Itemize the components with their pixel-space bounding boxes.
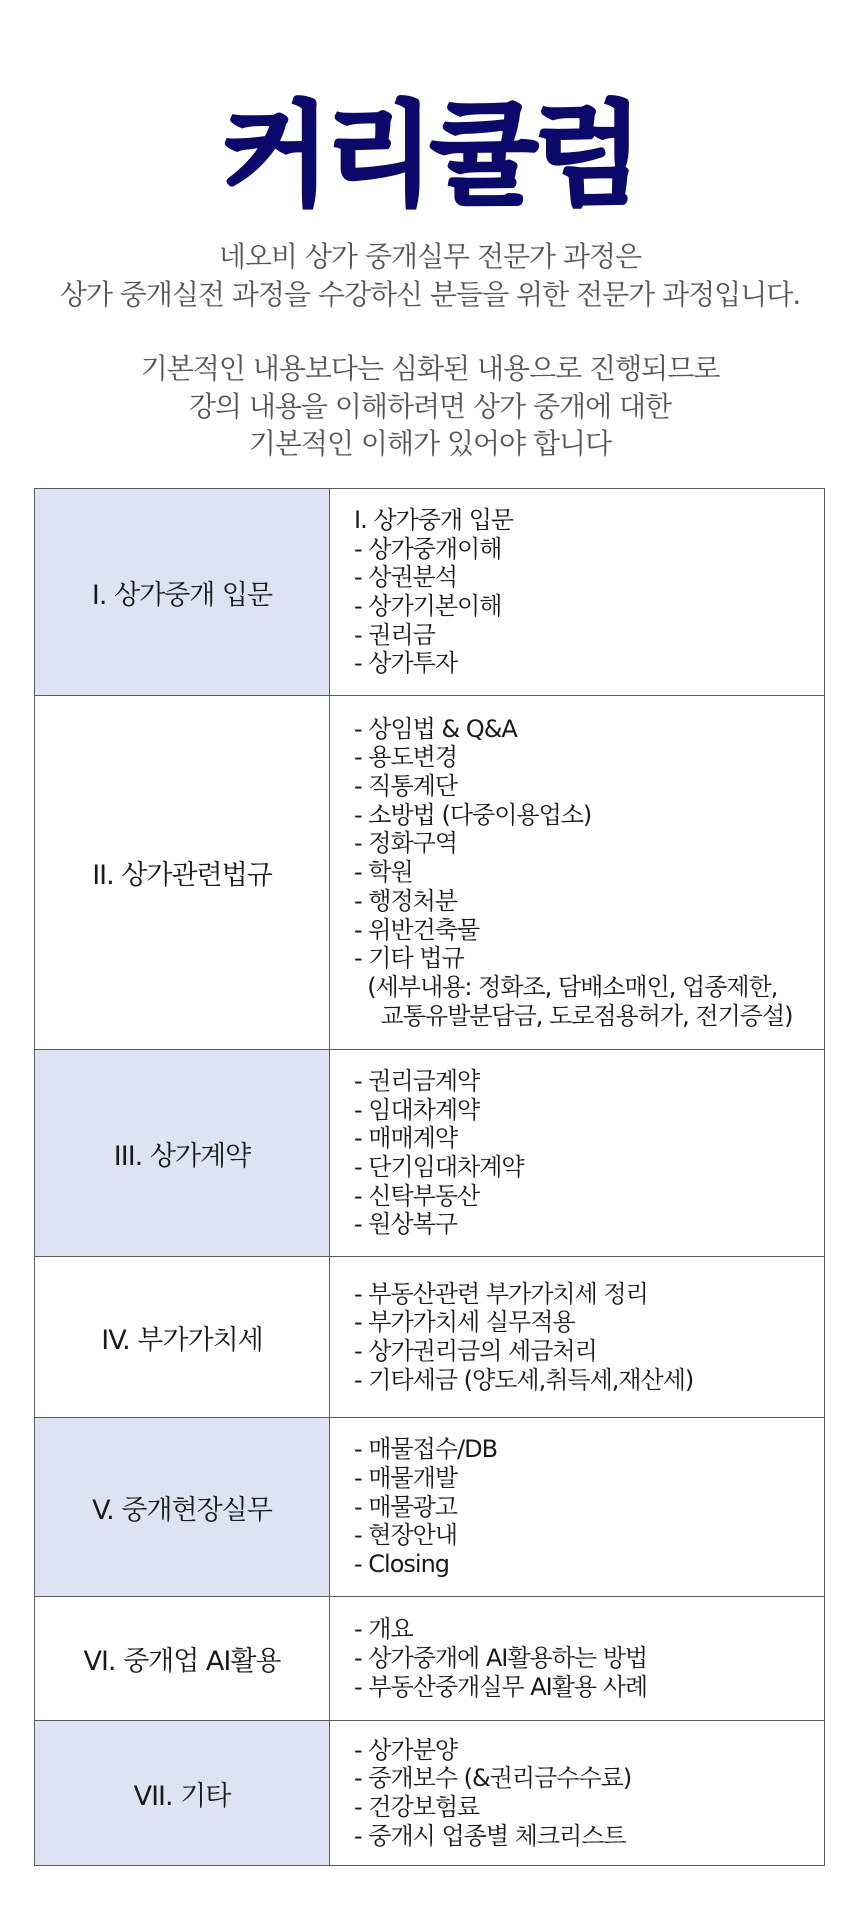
- topic-item: - 부동산중개실무 AI활용 사례: [354, 1672, 648, 1701]
- chapter-title: VI. 중개업 AI활용: [35, 1597, 330, 1721]
- topic-item: - 소방법 (다중이용업소): [354, 800, 592, 829]
- chapter-title: II. 상가관련법규: [35, 696, 330, 1050]
- topic-item: - 학원: [354, 858, 413, 887]
- intro-line: 강의 내용을 이해하려면 상가 중개에 대한: [188, 389, 672, 423]
- topic-item: - 행정처분: [354, 886, 458, 915]
- topic-item: - 중개시 업종별 체크리스트: [354, 1821, 626, 1850]
- topic-item: - 신탁부동산: [354, 1181, 480, 1210]
- chapter-title: VII. 기타: [35, 1721, 330, 1866]
- topic-item: - 상가기본이해: [354, 592, 502, 620]
- topic-item: I. 상가중개 입문: [354, 505, 514, 534]
- topic-item: - 상권분석: [354, 563, 458, 592]
- topic-item: - 권리금: [354, 620, 435, 649]
- topic-item: - 위반건축물: [354, 915, 480, 944]
- topic-list: [330, 1257, 825, 1418]
- topic-item: - 단기임대차계약: [354, 1153, 524, 1181]
- topic-item: - 매물접수/DB: [354, 1435, 498, 1464]
- topic-item: - 매매계약: [354, 1124, 458, 1153]
- topic-item: - Closing: [354, 1550, 450, 1579]
- topic-item: - 상가권리금의 세금처리: [354, 1337, 597, 1365]
- topic-item: - 매물개발: [354, 1463, 458, 1492]
- topic-item: - 개요: [354, 1615, 413, 1644]
- intro-line: 기본적인 내용보다는 심화된 내용으로 진행되므로: [140, 352, 720, 385]
- topic-list: [330, 1418, 825, 1597]
- intro-text: [0, 238, 860, 463]
- module-row: [35, 1418, 825, 1597]
- topic-item: - 상가중개에 AI활용하는 방법: [354, 1644, 648, 1673]
- topic-item: - 원상복구: [354, 1210, 458, 1239]
- topic-list: [330, 1050, 825, 1257]
- chapter-title: IV. 부가가치세: [35, 1257, 330, 1418]
- topic-item: - 상임법 & Q&A: [354, 714, 517, 743]
- topic-item: - 직통계단: [354, 772, 458, 801]
- topic-item: - 용도변경: [354, 743, 458, 772]
- intro-line: 기본적인 이해가 있어야 합니다: [248, 427, 612, 460]
- topic-list: [330, 696, 825, 1050]
- chapter-title: III. 상가계약: [35, 1050, 330, 1257]
- topic-item: - 건강보험료: [354, 1793, 480, 1821]
- topic-item: - 상가분양: [354, 1735, 458, 1764]
- topic-item: 교통유발분담금, 도로점용허가, 전기증설): [354, 1001, 793, 1030]
- module-row: [35, 1721, 825, 1866]
- module-row: [35, 489, 825, 696]
- page-title: 커리큘럼: [221, 91, 639, 221]
- topic-item: - 임대차계약: [354, 1095, 480, 1124]
- topic-item: - 상가중개이해: [354, 534, 502, 563]
- chapter-title: V. 중개현장실무: [35, 1418, 330, 1597]
- topic-item: - 권리금계약: [354, 1066, 480, 1095]
- topic-item: - 매물광고: [354, 1492, 458, 1521]
- intro-line: 상가 중개실전 과정을 수강하신 분들을 위한 전문가 과정입니다.: [59, 277, 801, 311]
- module-row: [35, 1050, 825, 1257]
- module-row: [35, 1257, 825, 1418]
- topic-list: [330, 489, 825, 696]
- topic-item: (세부내용: 정화조, 담배소매인, 업종제한,: [354, 972, 778, 1001]
- topic-item: - 부가가치세 실무적용: [354, 1308, 575, 1337]
- topic-item: - 중개보수 (&권리금수수료): [354, 1764, 632, 1793]
- curriculum-table: [34, 488, 825, 1866]
- topic-item: - 기타세금 (양도세,취득세,재산세): [354, 1365, 694, 1394]
- topic-item: - 현장안내: [354, 1521, 458, 1550]
- topic-list: [330, 1597, 825, 1721]
- topic-item: - 기타 법규: [354, 944, 464, 973]
- topic-item: - 정화구역: [354, 829, 458, 858]
- chapter-title: I. 상가중개 입문: [35, 489, 330, 696]
- module-row: [35, 1597, 825, 1721]
- intro-line: 네오비 상가 중개실무 전문가 과정은: [218, 240, 642, 273]
- topic-list: [330, 1721, 825, 1866]
- topic-item: - 부동산관련 부가가치세 정리: [354, 1279, 648, 1308]
- module-row: [35, 696, 825, 1050]
- topic-item: - 상가투자: [354, 649, 458, 678]
